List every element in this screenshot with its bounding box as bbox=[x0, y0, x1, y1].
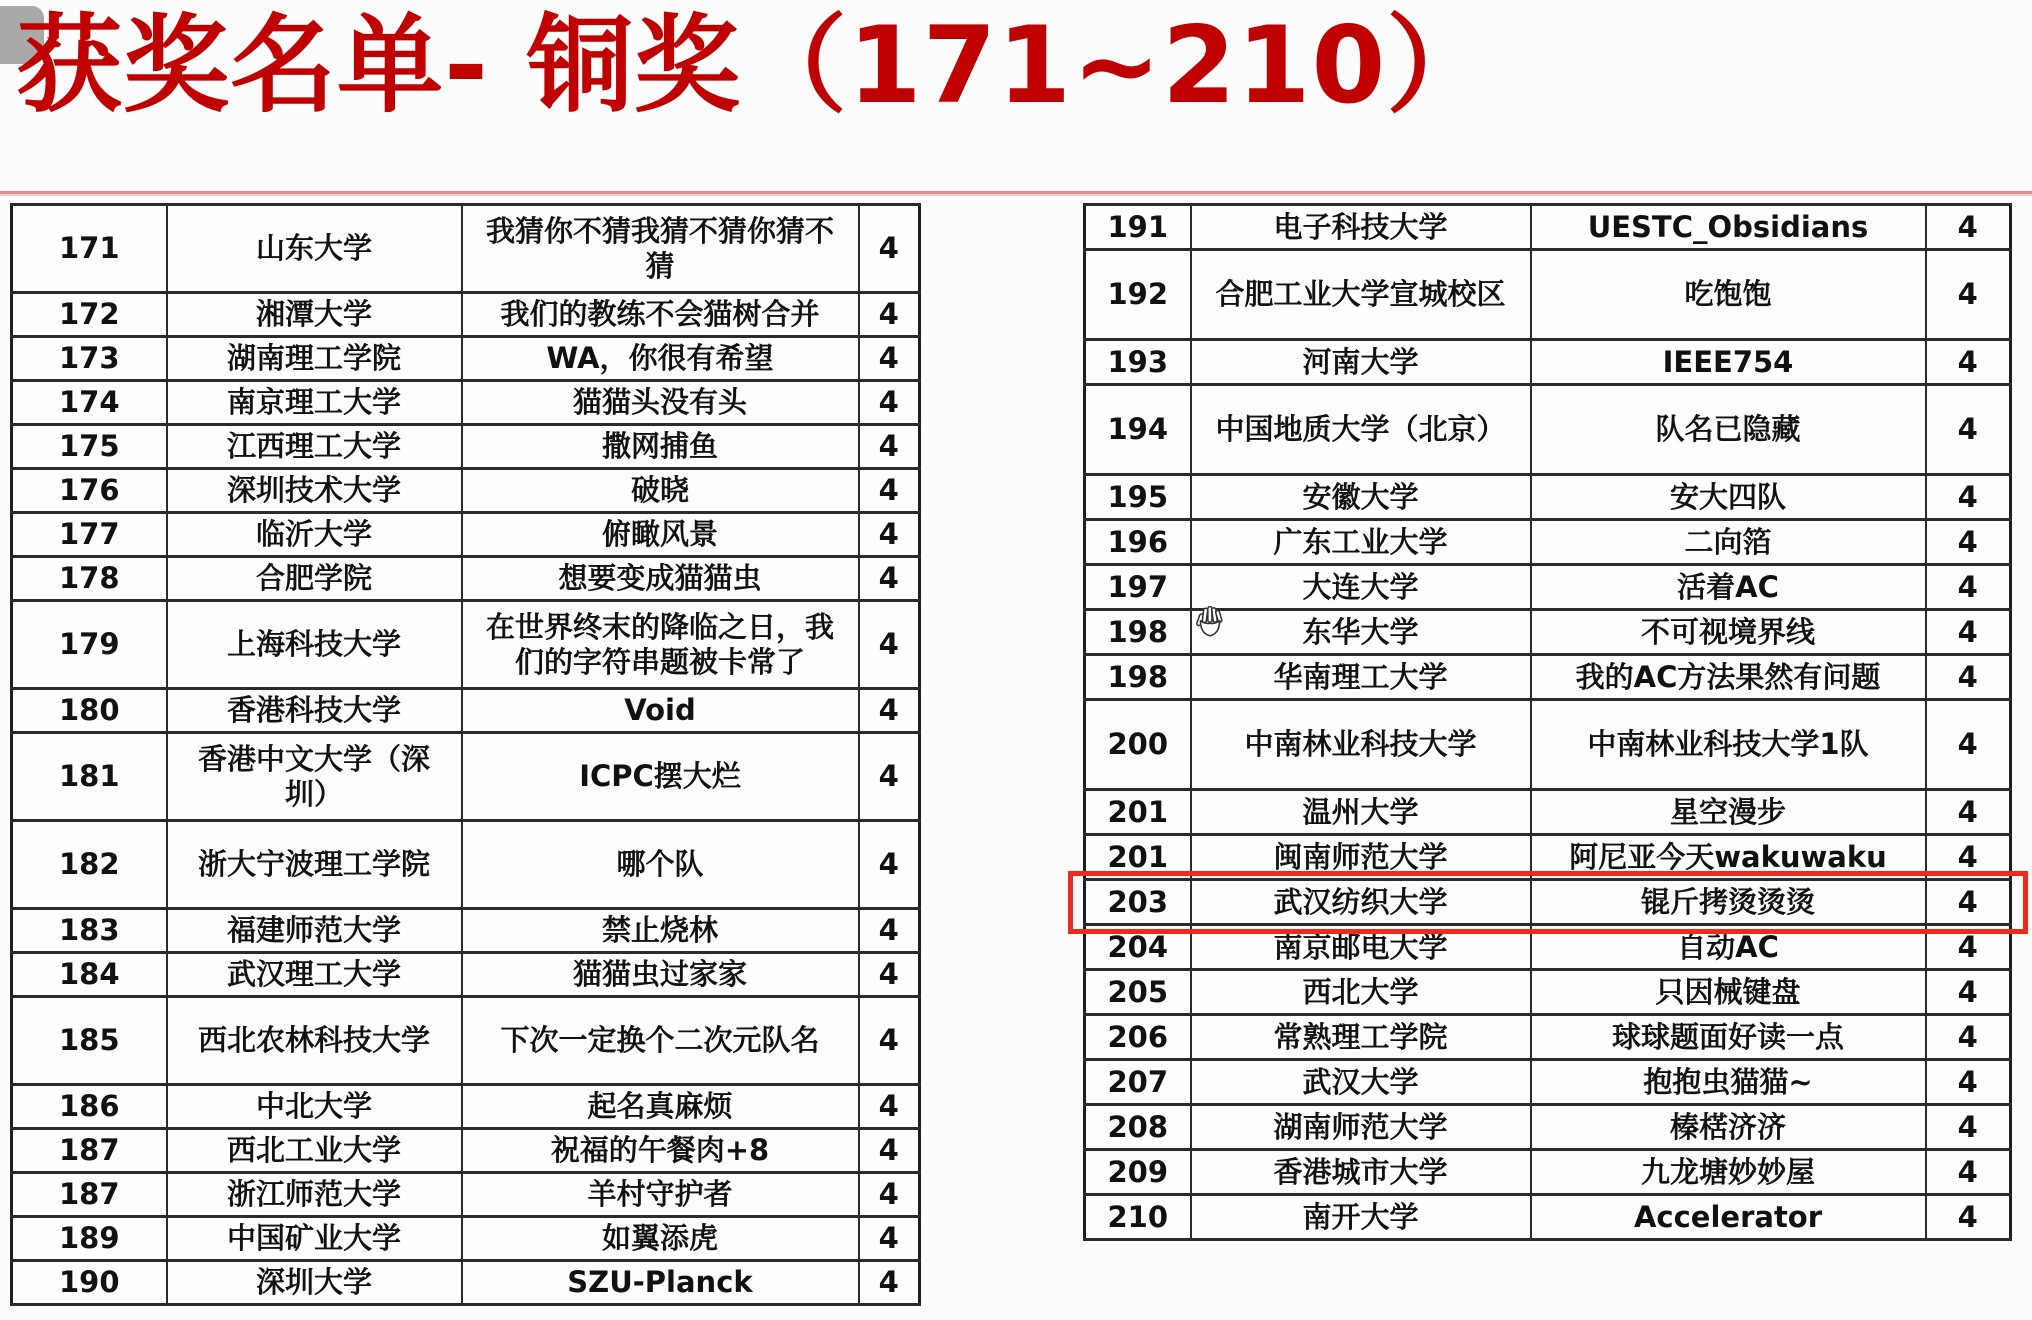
score-cell: 4 bbox=[1926, 790, 2011, 835]
university-cell: 电子科技大学 bbox=[1191, 205, 1531, 250]
rank-cell: 201 bbox=[1085, 835, 1191, 880]
university-cell: 华南理工大学 bbox=[1191, 655, 1531, 700]
team-cell: 吃饱饱 bbox=[1531, 250, 1926, 340]
score-cell: 4 bbox=[859, 557, 920, 601]
university-cell: 深圳技术大学 bbox=[167, 469, 462, 513]
university-cell: 合肥学院 bbox=[167, 557, 462, 601]
rank-cell: 191 bbox=[1085, 205, 1191, 250]
university-cell: 广东工业大学 bbox=[1191, 520, 1531, 565]
rank-cell: 205 bbox=[1085, 970, 1191, 1015]
score-cell: 4 bbox=[1926, 1015, 2011, 1060]
table-row bbox=[12, 513, 920, 557]
university-cell: 深圳大学 bbox=[167, 1261, 462, 1305]
score-cell: 4 bbox=[859, 821, 920, 909]
table-row bbox=[12, 557, 920, 601]
table-row bbox=[12, 909, 920, 953]
university-cell: 香港中文大学（深圳） bbox=[167, 733, 462, 821]
team-cell: 哪个队 bbox=[462, 821, 859, 909]
university-cell: 武汉大学 bbox=[1191, 1060, 1531, 1105]
score-cell: 4 bbox=[859, 909, 920, 953]
rank-cell: 194 bbox=[1085, 385, 1191, 475]
score-cell: 4 bbox=[859, 1173, 920, 1217]
table-row bbox=[1085, 790, 2011, 835]
rank-cell: 192 bbox=[1085, 250, 1191, 340]
rank-cell: 201 bbox=[1085, 790, 1191, 835]
university-cell: 西北大学 bbox=[1191, 970, 1531, 1015]
team-cell: 起名真麻烦 bbox=[462, 1085, 859, 1129]
university-cell: 南开大学 bbox=[1191, 1195, 1531, 1240]
score-cell: 4 bbox=[859, 1217, 920, 1261]
table-row bbox=[1085, 205, 2011, 250]
hand-cursor-icon bbox=[1194, 604, 1226, 640]
university-cell: 武汉理工大学 bbox=[167, 953, 462, 997]
university-cell: 浙大宁波理工学院 bbox=[167, 821, 462, 909]
table-row bbox=[1085, 565, 2011, 610]
table-row bbox=[12, 205, 920, 293]
university-cell: 合肥工业大学宣城校区 bbox=[1191, 250, 1531, 340]
table-row bbox=[1085, 250, 2011, 340]
team-cell: 想要变成猫猫虫 bbox=[462, 557, 859, 601]
score-cell: 4 bbox=[859, 997, 920, 1085]
table-row bbox=[12, 821, 920, 909]
team-cell: 活着AC bbox=[1531, 565, 1926, 610]
score-cell: 4 bbox=[1926, 475, 2011, 520]
rank-cell: 171 bbox=[12, 205, 167, 293]
table-row bbox=[12, 1129, 920, 1173]
team-cell: UESTC_Obsidians bbox=[1531, 205, 1926, 250]
award-table-left-body bbox=[12, 205, 920, 1305]
table-row bbox=[12, 1085, 920, 1129]
university-cell: 温州大学 bbox=[1191, 790, 1531, 835]
score-cell: 4 bbox=[1926, 655, 2011, 700]
university-cell: 湖南理工学院 bbox=[167, 337, 462, 381]
score-cell: 4 bbox=[859, 1261, 920, 1305]
rank-cell: 186 bbox=[12, 1085, 167, 1129]
team-cell: Accelerator bbox=[1531, 1195, 1926, 1240]
title-divider bbox=[0, 191, 2032, 194]
university-cell: 上海科技大学 bbox=[167, 601, 462, 689]
score-cell: 4 bbox=[859, 733, 920, 821]
university-cell: 湘潭大学 bbox=[167, 293, 462, 337]
table-row bbox=[1085, 700, 2011, 790]
table-row bbox=[1085, 970, 2011, 1015]
score-cell: 4 bbox=[1926, 700, 2011, 790]
university-cell: 山东大学 bbox=[167, 205, 462, 293]
university-cell: 闽南师范大学 bbox=[1191, 835, 1531, 880]
university-cell: 常熟理工学院 bbox=[1191, 1015, 1531, 1060]
team-cell: 破晓 bbox=[462, 469, 859, 513]
rank-cell: 177 bbox=[12, 513, 167, 557]
university-cell: 福建师范大学 bbox=[167, 909, 462, 953]
university-cell: 中北大学 bbox=[167, 1085, 462, 1129]
university-cell: 中国地质大学（北京） bbox=[1191, 385, 1531, 475]
university-cell: 中国矿业大学 bbox=[167, 1217, 462, 1261]
table-row bbox=[12, 689, 920, 733]
team-cell: 我们的教练不会猫树合并 bbox=[462, 293, 859, 337]
table-row bbox=[12, 997, 920, 1085]
rank-cell: 210 bbox=[1085, 1195, 1191, 1240]
team-cell: 自动AC bbox=[1531, 925, 1926, 970]
table-row bbox=[1085, 1195, 2011, 1240]
score-cell: 4 bbox=[859, 381, 920, 425]
score-cell: 4 bbox=[859, 205, 920, 293]
rank-cell: 179 bbox=[12, 601, 167, 689]
rank-cell: 176 bbox=[12, 469, 167, 513]
table-row bbox=[12, 601, 920, 689]
team-cell: 只因械键盘 bbox=[1531, 970, 1926, 1015]
university-cell: 湖南师范大学 bbox=[1191, 1105, 1531, 1150]
team-cell: 中南林业科技大学1队 bbox=[1531, 700, 1926, 790]
score-cell: 4 bbox=[1926, 970, 2011, 1015]
score-cell: 4 bbox=[859, 1129, 920, 1173]
score-cell: 4 bbox=[859, 953, 920, 997]
university-cell: 香港城市大学 bbox=[1191, 1150, 1531, 1195]
table-row bbox=[1085, 340, 2011, 385]
table-row bbox=[1085, 1105, 2011, 1150]
rank-cell: 180 bbox=[12, 689, 167, 733]
team-cell: 撒网捕鱼 bbox=[462, 425, 859, 469]
highlighted-row bbox=[1085, 880, 2011, 925]
team-cell: 锟斤拷烫烫烫 bbox=[1531, 880, 1926, 925]
university-cell: 安徽大学 bbox=[1191, 475, 1531, 520]
team-cell: 猫猫头没有头 bbox=[462, 381, 859, 425]
university-cell: 西北农林科技大学 bbox=[167, 997, 462, 1085]
award-table-right bbox=[1083, 203, 2012, 1241]
table-row bbox=[1085, 925, 2011, 970]
team-cell: 如翼添虎 bbox=[462, 1217, 859, 1261]
rank-cell: 198 bbox=[1085, 610, 1191, 655]
rank-cell: 193 bbox=[1085, 340, 1191, 385]
rank-cell: 204 bbox=[1085, 925, 1191, 970]
rank-cell: 173 bbox=[12, 337, 167, 381]
team-cell: WA，你很有希望 bbox=[462, 337, 859, 381]
rank-cell: 181 bbox=[12, 733, 167, 821]
score-cell: 4 bbox=[1926, 1150, 2011, 1195]
score-cell: 4 bbox=[859, 513, 920, 557]
team-cell: 羊村守护者 bbox=[462, 1173, 859, 1217]
table-row bbox=[1085, 475, 2011, 520]
score-cell: 4 bbox=[859, 293, 920, 337]
score-cell: 4 bbox=[859, 1085, 920, 1129]
team-cell: 不可视境界线 bbox=[1531, 610, 1926, 655]
table-row bbox=[12, 293, 920, 337]
rank-cell: 198 bbox=[1085, 655, 1191, 700]
score-cell: 4 bbox=[1926, 565, 2011, 610]
table-row bbox=[12, 425, 920, 469]
table-row bbox=[12, 1261, 920, 1305]
university-cell: 临沂大学 bbox=[167, 513, 462, 557]
score-cell: 4 bbox=[1926, 610, 2011, 655]
rank-cell: 206 bbox=[1085, 1015, 1191, 1060]
university-cell: 武汉纺织大学 bbox=[1191, 880, 1531, 925]
table-row bbox=[12, 1173, 920, 1217]
score-cell: 4 bbox=[1926, 925, 2011, 970]
team-cell: 二向箔 bbox=[1531, 520, 1926, 565]
rank-cell: 185 bbox=[12, 997, 167, 1085]
score-cell: 4 bbox=[859, 469, 920, 513]
university-cell: 中南林业科技大学 bbox=[1191, 700, 1531, 790]
university-cell: 南京邮电大学 bbox=[1191, 925, 1531, 970]
table-row bbox=[1085, 835, 2011, 880]
team-cell: 禁止烧林 bbox=[462, 909, 859, 953]
table-row bbox=[12, 953, 920, 997]
rank-cell: 196 bbox=[1085, 520, 1191, 565]
team-cell: 阿尼亚今天wakuwaku bbox=[1531, 835, 1926, 880]
team-cell: 我的AC方法果然有问题 bbox=[1531, 655, 1926, 700]
team-cell: 我猜你不猜我猜不猜你猜不猜 bbox=[462, 205, 859, 293]
university-cell: 江西理工大学 bbox=[167, 425, 462, 469]
score-cell: 4 bbox=[859, 337, 920, 381]
rank-cell: 209 bbox=[1085, 1150, 1191, 1195]
table-row bbox=[12, 381, 920, 425]
team-cell: 安大四队 bbox=[1531, 475, 1926, 520]
rank-cell: 195 bbox=[1085, 475, 1191, 520]
university-cell: 西北工业大学 bbox=[167, 1129, 462, 1173]
award-table-right-body bbox=[1085, 205, 2011, 1240]
team-cell: 队名已隐藏 bbox=[1531, 385, 1926, 475]
score-cell: 4 bbox=[859, 601, 920, 689]
score-cell: 4 bbox=[1926, 835, 2011, 880]
rank-cell: 203 bbox=[1085, 880, 1191, 925]
score-cell: 4 bbox=[1926, 520, 2011, 565]
team-cell: 星空漫步 bbox=[1531, 790, 1926, 835]
rank-cell: 197 bbox=[1085, 565, 1191, 610]
team-cell: 榛楛济济 bbox=[1531, 1105, 1926, 1150]
table-row bbox=[1085, 1150, 2011, 1195]
university-cell: 大连大学 bbox=[1191, 565, 1531, 610]
team-cell: 猫猫虫过家家 bbox=[462, 953, 859, 997]
rank-cell: 172 bbox=[12, 293, 167, 337]
university-cell: 浙江师范大学 bbox=[167, 1173, 462, 1217]
table-row bbox=[12, 733, 920, 821]
table-row bbox=[1085, 385, 2011, 475]
score-cell: 4 bbox=[1926, 1105, 2011, 1150]
rank-cell: 187 bbox=[12, 1129, 167, 1173]
table-row bbox=[1085, 1060, 2011, 1105]
rank-cell: 182 bbox=[12, 821, 167, 909]
team-cell: Void bbox=[462, 689, 859, 733]
rank-cell: 174 bbox=[12, 381, 167, 425]
university-cell: 香港科技大学 bbox=[167, 689, 462, 733]
team-cell: 球球题面好读一点 bbox=[1531, 1015, 1926, 1060]
rank-cell: 200 bbox=[1085, 700, 1191, 790]
score-cell: 4 bbox=[1926, 205, 2011, 250]
team-cell: 俯瞰风景 bbox=[462, 513, 859, 557]
page-title: 获奖名单- 铜奖（171~210） bbox=[16, 4, 1494, 127]
team-cell: 在世界终末的降临之日，我们的字符串题被卡常了 bbox=[462, 601, 859, 689]
university-cell: 东华大学 bbox=[1191, 610, 1531, 655]
team-cell: IEEE754 bbox=[1531, 340, 1926, 385]
team-cell: 九龙塘妙妙屋 bbox=[1531, 1150, 1926, 1195]
table-row bbox=[12, 337, 920, 381]
table-row bbox=[1085, 520, 2011, 565]
university-cell: 河南大学 bbox=[1191, 340, 1531, 385]
rank-cell: 187 bbox=[12, 1173, 167, 1217]
score-cell: 4 bbox=[1926, 385, 2011, 475]
score-cell: 4 bbox=[1926, 1195, 2011, 1240]
table-row bbox=[12, 469, 920, 513]
rank-cell: 189 bbox=[12, 1217, 167, 1261]
score-cell: 4 bbox=[859, 689, 920, 733]
university-cell: 南京理工大学 bbox=[167, 381, 462, 425]
rank-cell: 178 bbox=[12, 557, 167, 601]
rank-cell: 190 bbox=[12, 1261, 167, 1305]
table-row bbox=[12, 1217, 920, 1261]
score-cell: 4 bbox=[1926, 880, 2011, 925]
score-cell: 4 bbox=[1926, 250, 2011, 340]
team-cell: 下次一定换个二次元队名 bbox=[462, 997, 859, 1085]
team-cell: 祝福的午餐肉+8 bbox=[462, 1129, 859, 1173]
rank-cell: 175 bbox=[12, 425, 167, 469]
rank-cell: 183 bbox=[12, 909, 167, 953]
team-cell: 抱抱虫猫猫~ bbox=[1531, 1060, 1926, 1105]
team-cell: SZU-Planck bbox=[462, 1261, 859, 1305]
score-cell: 4 bbox=[859, 425, 920, 469]
score-cell: 4 bbox=[1926, 340, 2011, 385]
rank-cell: 207 bbox=[1085, 1060, 1191, 1105]
team-cell: ICPC摆大烂 bbox=[462, 733, 859, 821]
score-cell: 4 bbox=[1926, 1060, 2011, 1105]
rank-cell: 184 bbox=[12, 953, 167, 997]
award-table-left bbox=[10, 203, 921, 1306]
table-row bbox=[1085, 1015, 2011, 1060]
rank-cell: 208 bbox=[1085, 1105, 1191, 1150]
table-row bbox=[1085, 655, 2011, 700]
